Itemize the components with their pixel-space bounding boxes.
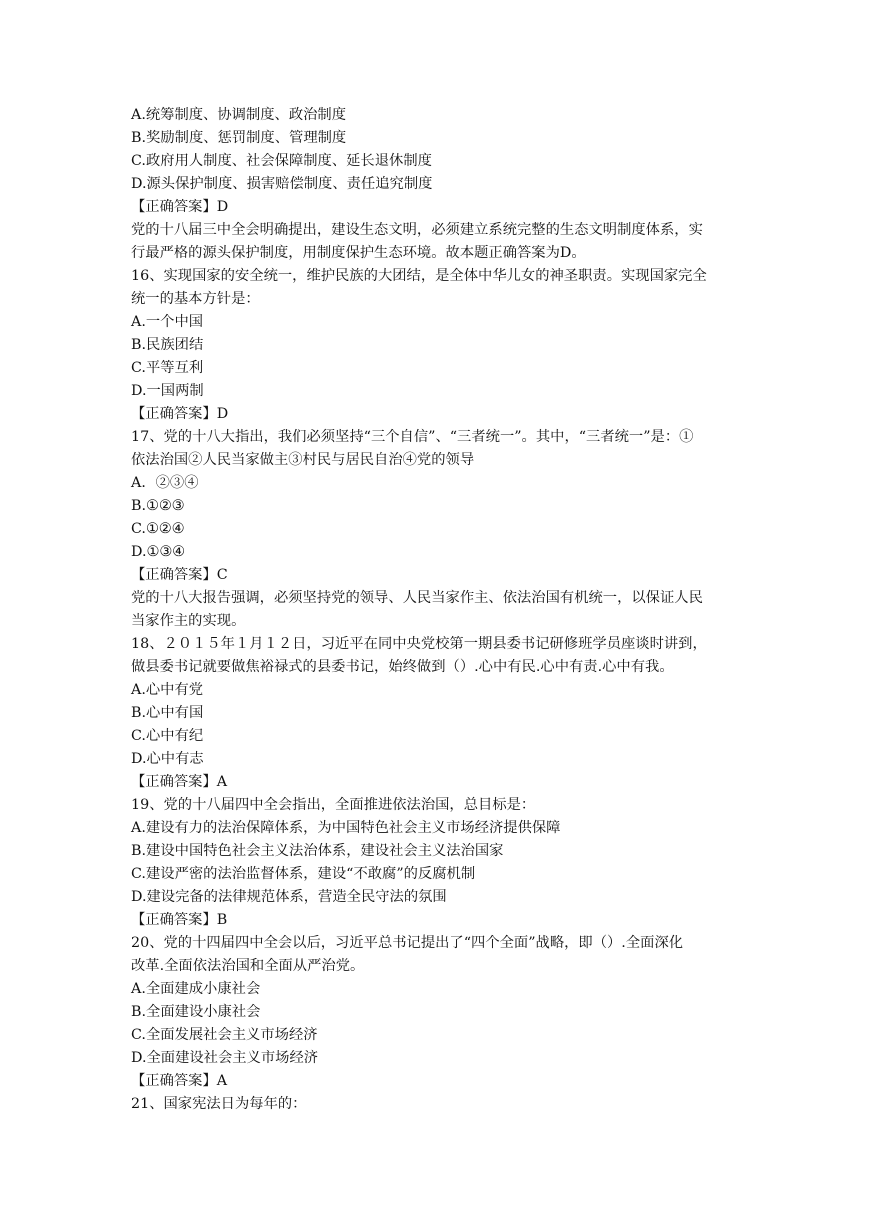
option-b-q18: B.心中有国 [131, 705, 204, 721]
option-c-q20: C.全面发展社会主义市场经济 [131, 1027, 318, 1043]
option-a-q20: A.全面建成小康社会 [131, 981, 261, 997]
option-b-q17: B.①②③ [131, 498, 185, 514]
option-d-q17: D.①③④ [131, 544, 185, 560]
option-a-q18: A.心中有党 [131, 682, 204, 698]
answer-q16: 【正确答案】D [131, 406, 229, 422]
question-21: 21、国家宪法日为每年的： [131, 1096, 307, 1112]
question-17-line2: 依法治国②人民当家做主③村民与居民自治④党的领导 [131, 452, 475, 468]
option-a-q19: A.建设有力的法治保障体系，为中国特色社会主义市场经济提供保障 [131, 820, 561, 836]
option-c-q15: C.政府用人制度、社会保障制度、延长退休制度 [131, 153, 432, 169]
option-d-q18: D.心中有志 [131, 751, 204, 767]
explanation-q15-line1: 党的十八届三中全会明确提出，建设生态文明，必须建立系统完整的生态文明制度体系，实 [131, 222, 703, 238]
option-a-q17: A．②③④ [131, 475, 199, 491]
explanation-q15-line2: 行最严格的源头保护制度，用制度保护生态环境。故本题正确答案为D。 [131, 245, 586, 261]
explanation-q17-line2: 当家作主的实现。 [131, 613, 246, 629]
option-c-q17: C.①②④ [131, 521, 185, 537]
answer-q17: 【正确答案】C [131, 567, 228, 583]
question-16-line2: 统一的基本方针是： [131, 291, 260, 307]
option-b-q16: B.民族团结 [131, 337, 204, 353]
option-d-q15: D.源头保护制度、损害赔偿制度、责任追究制度 [131, 176, 433, 192]
question-19: 19、党的十八届四中全会指出，全面推进依法治国，总目标是： [131, 797, 536, 813]
option-d-q19: D.建设完备的法律规范体系，营造全民守法的氛围 [131, 889, 447, 905]
option-b-q15: B.奖励制度、惩罚制度、管理制度 [131, 130, 347, 146]
option-c-q19: C.建设严密的法治监督体系，建设“不敢腐”的反腐机制 [131, 866, 476, 882]
option-b-q19: B.建设中国特色社会主义法治体系，建设社会主义法治国家 [131, 843, 504, 859]
document-page [131, 104, 741, 1116]
option-a-q16: A.一个中国 [131, 314, 204, 330]
question-18-line2: 做县委书记就要做焦裕禄式的县委书记，始终做到（）.心中有民.心中有责.心中有我。 [131, 659, 674, 675]
option-c-q16: C.平等互利 [131, 360, 204, 376]
option-b-q20: B.全面建设小康社会 [131, 1004, 261, 1020]
question-16-line1: 16、实现国家的安全统一，维护民族的大团结，是全体中华儿女的神圣职责。实现国家完全 [131, 268, 707, 284]
answer-q18: 【正确答案】A [131, 774, 228, 790]
option-d-q20: D.全面建设社会主义市场经济 [131, 1050, 319, 1066]
answer-q20: 【正确答案】A [131, 1073, 228, 1089]
answer-q19: 【正确答案】B [131, 912, 228, 928]
option-c-q18: C.心中有纪 [131, 728, 204, 744]
explanation-q17-line1: 党的十八大报告强调，必须坚持党的领导、人民当家作主、依法治国有机统一，以保证人民 [131, 590, 703, 606]
question-20-line2: 改革.全面依法治国和全面从严治党。 [131, 958, 365, 974]
option-d-q16: D.一国两制 [131, 383, 204, 399]
question-18-line1: 18、２０１５年１月１２日，习近平在同中央党校第一期县委书记研修班学员座谈时讲到， [131, 636, 707, 652]
answer-q15: 【正确答案】D [131, 199, 229, 215]
option-a-q15: A.统筹制度、协调制度、政治制度 [131, 107, 347, 123]
question-20-line1: 20、党的十四届四中全会以后，习近平总书记提出了“四个全面”战略，即（）.全面深化 [131, 935, 684, 951]
question-17-line1: 17、党的十八大指出，我们必须坚持“三个自信”、“三者统一”。其中，“三者统一”是：① [131, 429, 694, 445]
